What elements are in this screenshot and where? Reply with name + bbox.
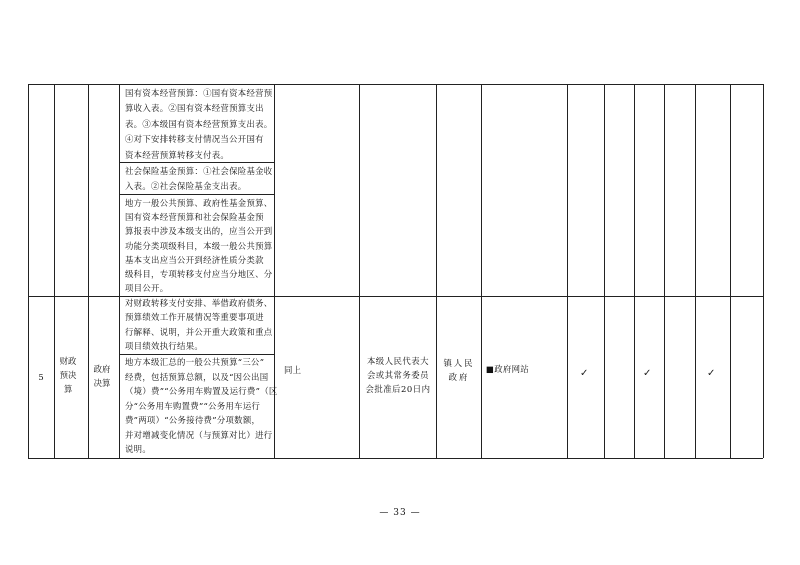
cell-text-line: 入表。②社会保险基金支出表。 [125,181,247,192]
cell-text-line: 资本经营预算转移支付表。 [125,149,230,160]
cell-text-line: 算报表中涉及本级支出的，应当公开到 [125,226,273,237]
check-icon: ✓ [707,368,716,379]
content-cell-disclosure-level [125,196,272,295]
basis-cell: 同上 [284,365,302,375]
table-border [481,84,482,458]
cell-text-line: 项目公开。 [125,283,169,294]
channel-cell: ■政府网站 [486,364,529,374]
table-border [695,84,696,458]
content-cell-capital-budget [125,86,272,163]
table-border [436,84,437,458]
cell-text-line: （境）费”“公务用车购置及运行费”（区 [125,386,278,396]
cell-text-line: 国有资本经营预算：①国有资本经营预 [125,88,273,98]
time-limit-cell: 本级人民代表大会或其常务委员会批准后20日内 [365,356,431,394]
check-icon: ✓ [643,368,652,379]
subject-cell: 镇人民政府 [443,358,475,382]
table-border [28,458,763,459]
cell-text-line: 功能分类项级科目，本级一般公共预算 [125,240,273,251]
subcategory-cell: 政府决算 [93,364,111,388]
category-cell: 财政预决算 [59,356,77,394]
cell-text-line: 表。③本级国有资本经营预算支出表。 [125,118,273,129]
table-border [359,84,360,458]
cell-text-line: 对财政转移支付安排、举借政府债务、 [125,298,273,308]
cell-text-line: 经费，包括预算总额，以及“因公出国 [125,371,269,382]
content-cell-social-insurance [125,164,272,195]
cell-text-line: 项目绩效执行结果。 [125,341,204,352]
cell-text-line: 费”两项）“公务接待费”分项数额， [125,415,261,425]
table-border [28,84,763,85]
check-icon: ✓ [580,368,589,379]
content-cell-three-public-expenses [125,355,278,457]
table-border [88,84,89,458]
table-border [604,84,605,458]
table-border [730,84,731,458]
table-border [567,84,568,458]
table-border [119,84,120,458]
cell-text-line: ④对下安排转移支付情况当公开国有 [125,134,264,145]
row-number: 5 [38,372,44,382]
cell-text-line: 并对增减变化情况（与预算对比）进行 [125,429,273,440]
page-number: — 33 — [379,508,421,518]
cell-text-line: 算收入表。②国有资本经营预算支出 [125,103,264,114]
table-border [634,84,635,458]
cell-text-line: 地方一般公共预算、政府性基金预算、 [125,198,273,208]
table-border [28,84,29,458]
cell-text-line: 社会保险基金预算：①社会保险基金收 [125,166,273,176]
table-border [763,84,764,458]
cell-text-line: 预算绩效工作开展情况等重要事项进 [125,312,264,323]
cell-text-line: 分“公务用车购置费”“公务用车运行 [125,400,261,411]
table-border [664,84,665,458]
content-cell-transfer-payments [125,296,272,354]
cell-text-line: 级科目，专项转移支付应当分地区、分 [125,269,273,280]
cell-text-line: 基本支出应当公开到经济性质分类款 [125,254,264,265]
cell-text-line: 说明。 [125,444,152,454]
table-border [54,84,55,458]
cell-text-line: 地方本级汇总的一般公共预算“三公” [125,357,265,367]
cell-text-line: 行解释、说明，并公开重大政策和重点 [125,326,273,337]
cell-text-line: 国有资本经营预算和社会保险基金预 [125,212,264,223]
